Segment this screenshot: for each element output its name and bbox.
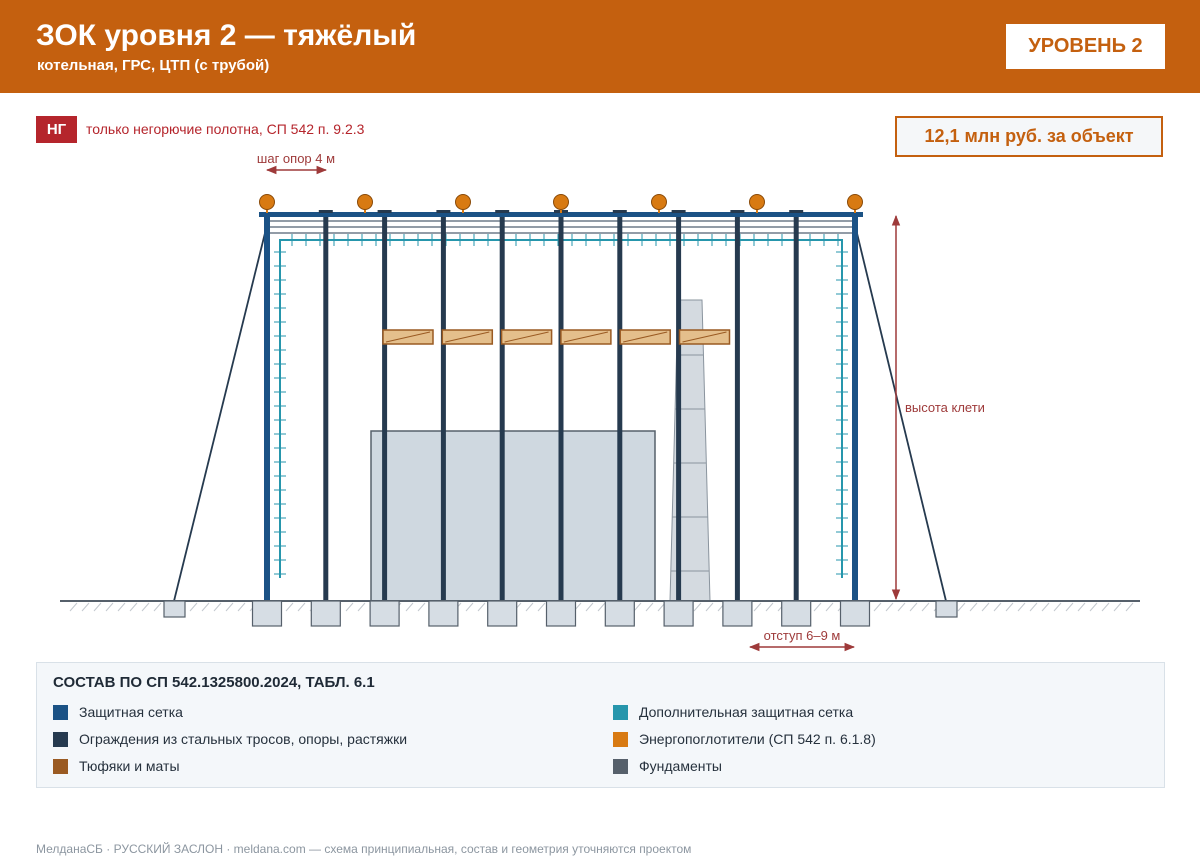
legend-label: Фундаменты xyxy=(639,758,722,774)
mat xyxy=(680,330,730,344)
legend-title: СОСТАВ ПО СП 542.1325800.2024, ТАБЛ. 6.1 xyxy=(53,674,375,691)
foundation xyxy=(488,601,517,626)
boiler-building xyxy=(371,431,655,601)
support-post xyxy=(617,214,622,601)
mat xyxy=(561,330,611,344)
foundation xyxy=(253,601,282,626)
footer-note: МелданаСБ · РУССКИЙ ЗАСЛОН · meldana.com — схема принципиальная, состав и геометрия уточняются проектом xyxy=(36,842,692,856)
legend-item-protective-mesh xyxy=(53,704,183,721)
legend-label: Ограждения из стальных тросов, опоры, растяжки xyxy=(79,731,408,747)
absorber-icon xyxy=(848,195,863,210)
legend-swatch xyxy=(53,705,68,720)
mat xyxy=(383,330,433,344)
legend-item-absorbers xyxy=(613,731,876,748)
foundations xyxy=(253,601,870,626)
legend-item-foundations xyxy=(613,758,722,775)
ng-badge: НГ xyxy=(36,116,77,143)
foundation xyxy=(370,601,399,626)
foundation xyxy=(429,601,458,626)
foundation xyxy=(723,601,752,626)
ng-note: только негорючие полотна, СП 542 п. 9.2.3 xyxy=(86,121,365,137)
foundation xyxy=(547,601,576,626)
support-post xyxy=(735,214,740,601)
legend-label: Защитная сетка xyxy=(79,704,183,720)
guy-wire-left xyxy=(174,225,267,601)
anchor-foundation-left xyxy=(164,601,185,617)
offset-dimension-label: отступ 6–9 м xyxy=(763,628,841,643)
end-post-right xyxy=(852,214,858,601)
support-post xyxy=(500,214,505,601)
price-box: 12,1 млн руб. за объект xyxy=(895,116,1163,157)
legend-swatch xyxy=(53,759,68,774)
foundation xyxy=(311,601,340,626)
mat xyxy=(442,330,492,344)
legend-swatch xyxy=(613,705,628,720)
anchor-foundation-right xyxy=(936,601,957,617)
legend-swatch xyxy=(53,732,68,747)
support-post xyxy=(559,214,564,601)
legend-label: Дополнительная защитная сетка xyxy=(639,704,854,720)
support-post xyxy=(794,214,799,601)
chimney xyxy=(670,300,710,601)
foundation xyxy=(605,601,634,626)
mat xyxy=(620,330,670,344)
page-title: ЗОК уровня 2 — тяжёлый xyxy=(36,19,417,52)
legend-item-cables xyxy=(53,731,407,748)
mat xyxy=(502,330,552,344)
foundation xyxy=(841,601,870,626)
support-post xyxy=(323,214,328,601)
foundation xyxy=(664,601,693,626)
legend-label: Тюфяки и маты xyxy=(79,758,180,774)
legend-item-mats xyxy=(53,758,180,775)
absorber-icon xyxy=(652,195,667,210)
legend-item-extra-mesh xyxy=(613,704,853,721)
page-subtitle: котельная, ГРС, ЦТП (с трубой) xyxy=(37,57,270,74)
end-post-left xyxy=(264,214,270,601)
absorber-icon xyxy=(358,195,373,210)
absorber-icon xyxy=(456,195,471,210)
absorber-icon xyxy=(554,195,569,210)
height-dimension-label: высота клети xyxy=(905,400,985,415)
ground-hatching xyxy=(70,603,1133,611)
legend-swatch xyxy=(613,759,628,774)
level-badge: УРОВЕНЬ 2 xyxy=(1006,24,1165,69)
energy-absorbers xyxy=(260,195,863,214)
support-post xyxy=(382,214,387,601)
legend-label: Энергопоглотители (СП 542 п. 6.1.8) xyxy=(639,731,876,747)
legend-swatch xyxy=(613,732,628,747)
absorber-icon xyxy=(750,195,765,210)
absorber-icon xyxy=(260,195,275,210)
spacing-dimension-label: шаг опор 4 м xyxy=(256,151,336,166)
foundation xyxy=(782,601,811,626)
support-post xyxy=(441,214,446,601)
support-post xyxy=(676,214,681,601)
legend-panel xyxy=(36,662,1165,788)
